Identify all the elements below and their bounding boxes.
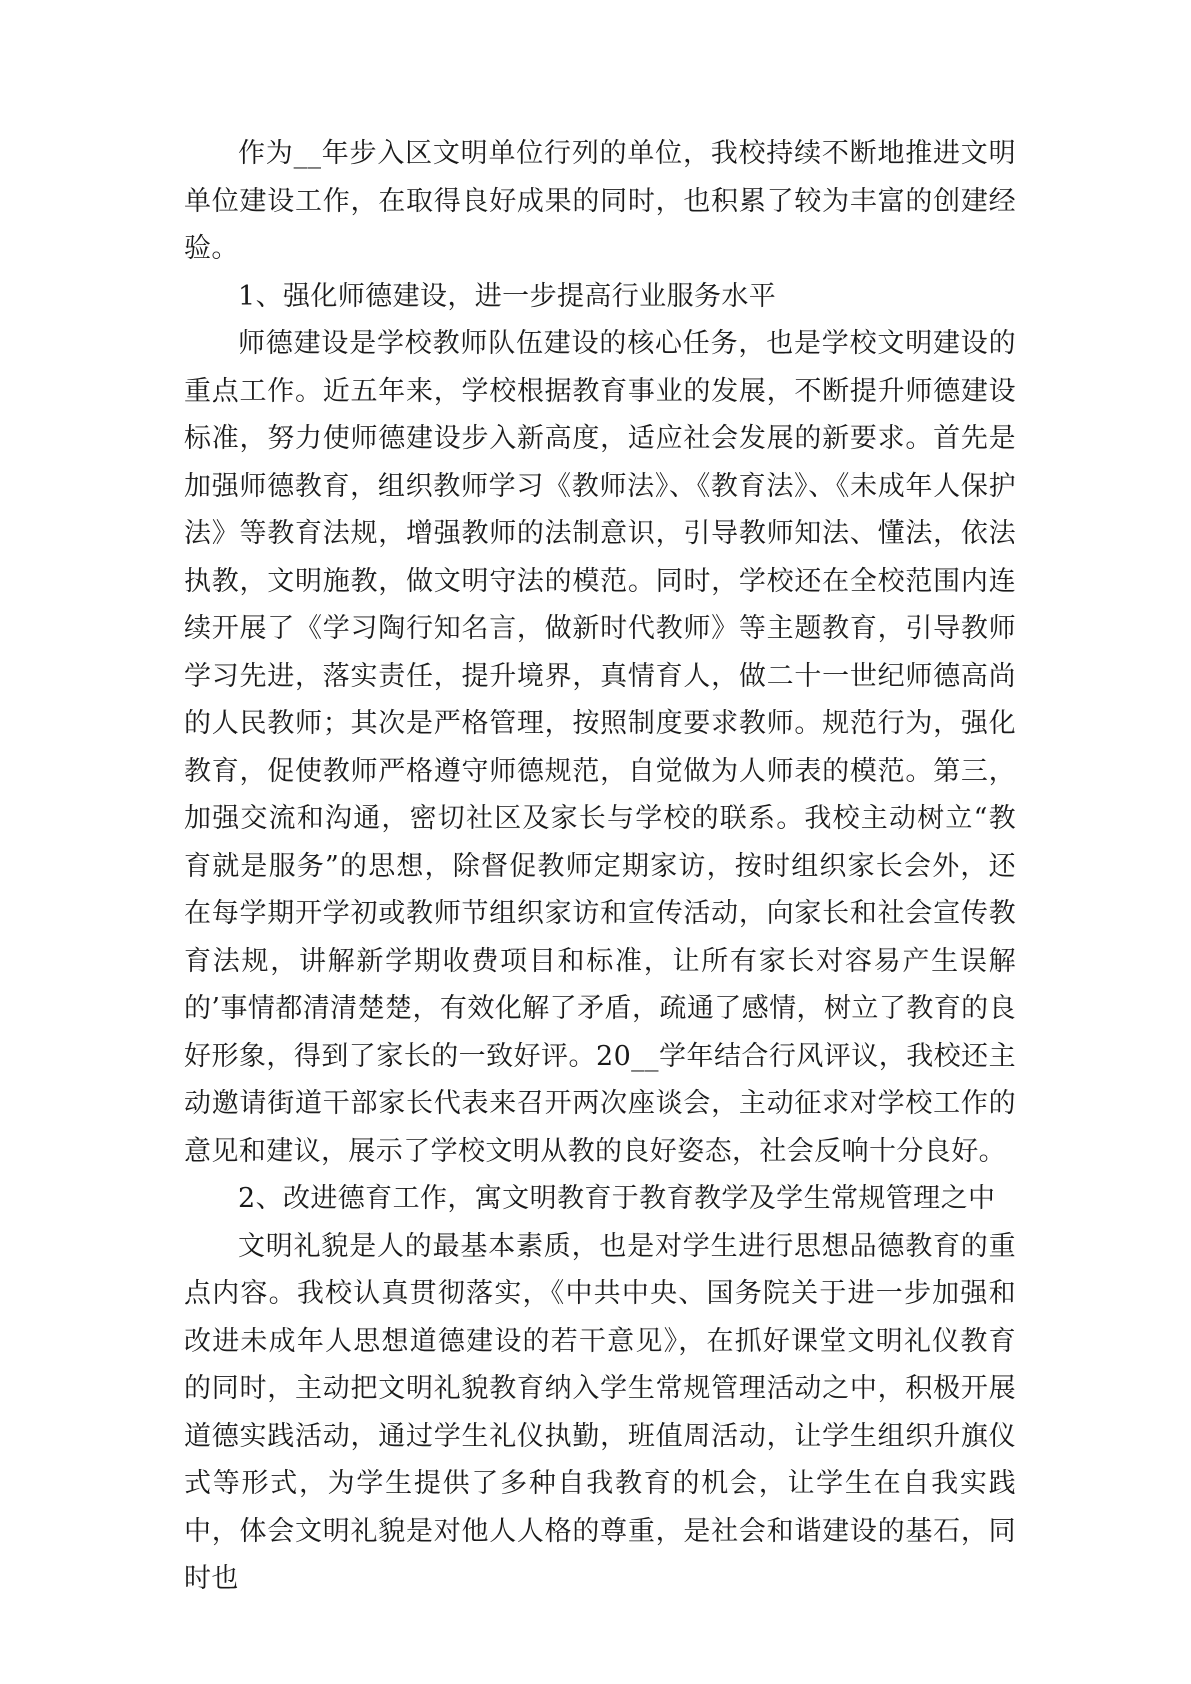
document-body [184,130,1016,1603]
intro-paragraph: 作为__年步入区文明单位行列的单位，我校持续不断地推进文明单位建设工作，在取得良好成果的同时，也积累了较为丰富的创建经验。 [184,138,1016,264]
section-1-paragraph: 师德建设是学校教师队伍建设的核心任务，也是学校文明建设的重点工作。近五年来，学校根据教育事业的发展，不断提升师德建设标准，努力使师德建设步入新高度，适应社会发展的新要求。首先是加强师德教育，组织教师学习《教师法》、《教育法》、《未成年人保护法》等教育法规，增强教师的法制意识，引导教师知法、懂法，依法执教，文明施教，做文明守法的模范。同时，学校还在全校范围内连续开展了《学习陶行知名言，做新时代教师》等主题教育，引导教师学习先进，落实责任，提升境界，真情育人，做二十一世纪师德高尚的人民教师；其次是严格管理，按照制度要求教师。规范行为，强化教育，促使教师严格遵守师德规范，自觉做为人师表的模范。第三，加强交流和沟通，密切社区及家长与学校的联系。我校主动树立“教育就是服务”的思想，除督促教师定期家访，按时组织家长会外，还在每学期开学初或教师节组织家访和宣传活动，向家长和社会宣传教育法规，讲解新学期收费项目和标准，让所有家长对容易产生误解的’事情都清清楚楚，有效化解了矛盾，疏通了感情，树立了教育的良好形象，得到了家长的一致好评。20__学年结合行风评议，我校还主动邀请街道干部家长代表来召开两次座谈会，主动征求对学校工作的意见和建议，展示了学校文明从教的良好姿态，社会反响十分良好。 [184,328,1016,1167]
section-2-paragraph: 文明礼貌是人的最基本素质，也是对学生进行思想品德教育的重点内容。我校认真贯彻落实，《中共中央、国务院关于进一步加强和改进未成年人思想道德建设的若干意见》，在抓好课堂文明礼仪教育的同时，主动把文明礼貌教育纳入学生常规管理活动之中，积极开展道德实践活动，通过学生礼仪执勤，班值周活动，让学生组织升旗仪式等形式，为学生提供了多种自我教育的机会，让学生在自我实践中，体会文明礼貌是对他人人格的尊重，是社会和谐建设的基石，同时也 [184,1230,1016,1594]
section-heading-2: 2、改进德育工作，寓文明教育于教育教学及学生常规管理之中 [238,1183,996,1214]
section-heading-1: 1、强化师德建设，进一步提高行业服务水平 [238,280,777,312]
